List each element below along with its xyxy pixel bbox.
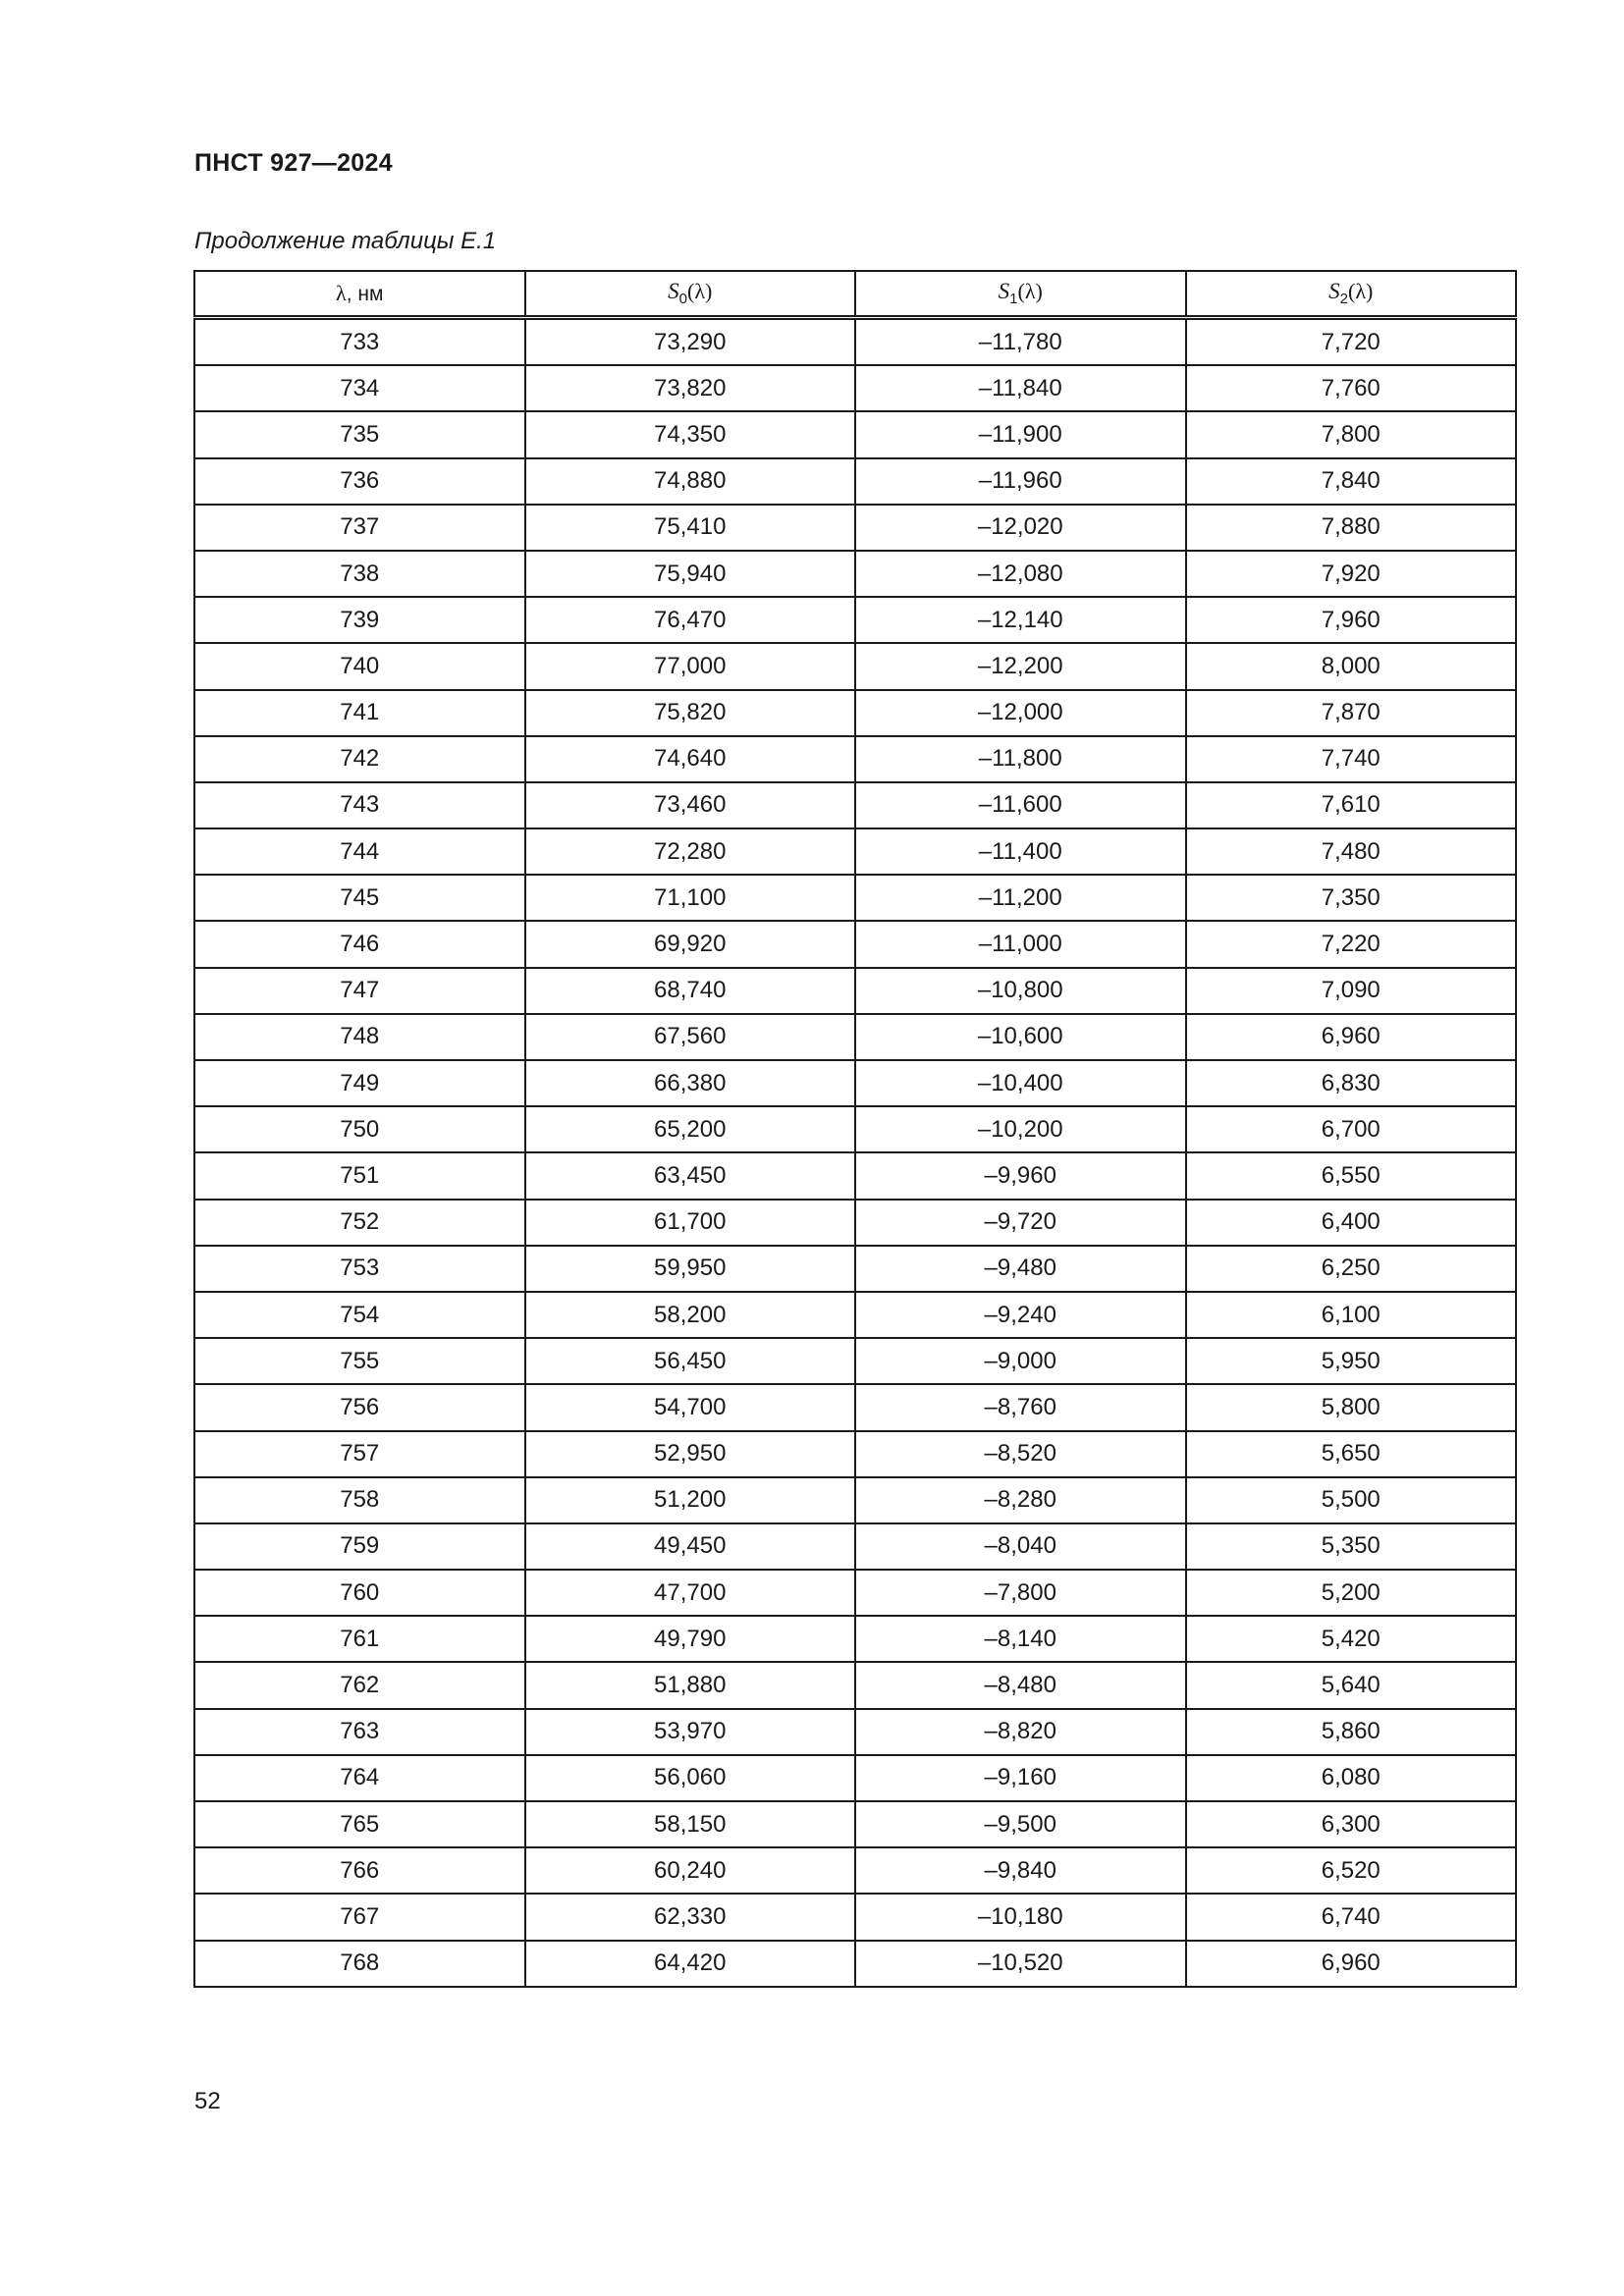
cell-wavelength: 739 [194,597,525,643]
cell-s0: 77,000 [525,643,856,689]
cell-s1: –8,520 [855,1431,1186,1477]
table-row [194,1200,1516,1246]
page-number: 52 [194,2088,221,2114]
cell-s1: –11,780 [855,318,1186,366]
cell-wavelength: 734 [194,365,525,411]
table-body [194,318,1516,1987]
cell-s0: 51,200 [525,1477,856,1523]
cell-s2: 6,550 [1186,1152,1517,1199]
column-header-s0: $S_0(\lambda)$ [525,271,856,318]
table-row [194,1152,1516,1199]
cell-s0: 73,820 [525,365,856,411]
cell-s0: 71,100 [525,875,856,921]
cell-s2: 6,960 [1186,1941,1517,1987]
document-code: ПНСТ 927—2024 [194,149,393,177]
cell-s1: –10,200 [855,1106,1186,1152]
cell-s2: 7,760 [1186,365,1517,411]
cell-wavelength: 744 [194,828,525,875]
table-row [194,736,1516,782]
cell-s2: 7,480 [1186,828,1517,875]
cell-s2: 6,830 [1186,1060,1517,1106]
cell-s1: –11,960 [855,458,1186,505]
cell-wavelength: 767 [194,1894,525,1940]
cell-s0: 76,470 [525,597,856,643]
cell-s1: –10,180 [855,1894,1186,1940]
cell-s2: 6,300 [1186,1801,1517,1847]
table-header-row [194,271,1516,318]
cell-s2: 7,220 [1186,921,1517,967]
table-row [194,1014,1516,1060]
spectral-table [193,270,1517,1988]
cell-wavelength: 748 [194,1014,525,1060]
cell-s0: 75,820 [525,690,856,736]
cell-wavelength: 756 [194,1384,525,1430]
cell-s2: 6,250 [1186,1246,1517,1292]
cell-s1: –9,160 [855,1755,1186,1801]
cell-s1: –11,400 [855,828,1186,875]
cell-s1: –9,840 [855,1847,1186,1894]
cell-wavelength: 764 [194,1755,525,1801]
table-row [194,458,1516,505]
table-row [194,690,1516,736]
cell-s2: 7,920 [1186,551,1517,597]
cell-s0: 75,940 [525,551,856,597]
cell-s2: 5,860 [1186,1709,1517,1755]
table-row [194,1801,1516,1847]
cell-wavelength: 741 [194,690,525,736]
cell-s0: 51,880 [525,1662,856,1708]
cell-s0: 67,560 [525,1014,856,1060]
cell-s2: 5,420 [1186,1616,1517,1662]
cell-s0: 54,700 [525,1384,856,1430]
cell-s1: –8,140 [855,1616,1186,1662]
cell-s2: 5,200 [1186,1570,1517,1616]
cell-wavelength: 738 [194,551,525,597]
cell-s2: 7,960 [1186,597,1517,643]
cell-wavelength: 737 [194,505,525,551]
table-row [194,921,1516,967]
table-row [194,1431,1516,1477]
table-row [194,643,1516,689]
cell-s0: 75,410 [525,505,856,551]
table-row [194,1570,1516,1616]
cell-s0: 58,200 [525,1292,856,1338]
cell-s1: –11,900 [855,411,1186,457]
cell-wavelength: 749 [194,1060,525,1106]
cell-s0: 64,420 [525,1941,856,1987]
cell-s1: –8,480 [855,1662,1186,1708]
cell-s2: 7,720 [1186,318,1517,366]
cell-wavelength: 757 [194,1431,525,1477]
table-row [194,1338,1516,1384]
cell-wavelength: 750 [194,1106,525,1152]
cell-s1: –10,520 [855,1941,1186,1987]
table-row [194,1847,1516,1894]
cell-s1: –9,960 [855,1152,1186,1199]
cell-s0: 68,740 [525,968,856,1014]
cell-wavelength: 733 [194,318,525,366]
cell-s0: 62,330 [525,1894,856,1940]
cell-s1: –10,600 [855,1014,1186,1060]
cell-wavelength: 743 [194,782,525,828]
cell-s1: –11,840 [855,365,1186,411]
cell-wavelength: 762 [194,1662,525,1708]
cell-s1: –8,820 [855,1709,1186,1755]
cell-wavelength: 742 [194,736,525,782]
cell-s1: –12,140 [855,597,1186,643]
cell-s0: 58,150 [525,1801,856,1847]
cell-s0: 66,380 [525,1060,856,1106]
cell-s0: 56,060 [525,1755,856,1801]
cell-wavelength: 766 [194,1847,525,1894]
cell-s0: 69,920 [525,921,856,967]
cell-s2: 5,800 [1186,1384,1517,1430]
cell-s1: –10,400 [855,1060,1186,1106]
cell-s0: 63,450 [525,1152,856,1199]
cell-s1: –12,000 [855,690,1186,736]
cell-s1: –11,000 [855,921,1186,967]
cell-s0: 52,950 [525,1431,856,1477]
cell-s2: 7,870 [1186,690,1517,736]
cell-s1: –12,200 [855,643,1186,689]
cell-wavelength: 745 [194,875,525,921]
column-header-s1: $S_1(\lambda)$ [855,271,1186,318]
cell-wavelength: 747 [194,968,525,1014]
table-row [194,1523,1516,1570]
table-row [194,365,1516,411]
cell-s0: 65,200 [525,1106,856,1152]
cell-wavelength: 746 [194,921,525,967]
cell-wavelength: 735 [194,411,525,457]
cell-s0: 72,280 [525,828,856,875]
cell-wavelength: 752 [194,1200,525,1246]
table-row [194,1894,1516,1940]
cell-s2: 5,950 [1186,1338,1517,1384]
cell-s2: 7,800 [1186,411,1517,457]
cell-s2: 7,350 [1186,875,1517,921]
cell-s0: 74,640 [525,736,856,782]
table-row [194,1941,1516,1987]
cell-s1: –12,080 [855,551,1186,597]
cell-wavelength: 755 [194,1338,525,1384]
cell-s1: –7,800 [855,1570,1186,1616]
table-caption: Продолжение таблицы Е.1 [194,228,497,254]
table-row [194,597,1516,643]
table-row [194,1755,1516,1801]
cell-s2: 8,000 [1186,643,1517,689]
cell-wavelength: 768 [194,1941,525,1987]
cell-s0: 74,880 [525,458,856,505]
cell-s2: 5,650 [1186,1431,1517,1477]
cell-s0: 49,450 [525,1523,856,1570]
table-row [194,1709,1516,1755]
cell-s1: –11,800 [855,736,1186,782]
cell-s2: 6,080 [1186,1755,1517,1801]
cell-s1: –8,040 [855,1523,1186,1570]
table-row [194,968,1516,1014]
table-row [194,1246,1516,1292]
cell-s2: 6,960 [1186,1014,1517,1060]
cell-s2: 7,880 [1186,505,1517,551]
cell-s1: –8,280 [855,1477,1186,1523]
cell-s0: 60,240 [525,1847,856,1894]
table-row [194,551,1516,597]
cell-s1: –8,760 [855,1384,1186,1430]
cell-s1: –10,800 [855,968,1186,1014]
cell-s0: 59,950 [525,1246,856,1292]
table-row [194,1662,1516,1708]
cell-wavelength: 763 [194,1709,525,1755]
cell-s2: 6,520 [1186,1847,1517,1894]
cell-s2: 7,840 [1186,458,1517,505]
cell-wavelength: 760 [194,1570,525,1616]
cell-s1: –9,720 [855,1200,1186,1246]
cell-s1: –11,200 [855,875,1186,921]
cell-s2: 7,090 [1186,968,1517,1014]
column-header-s2: $S_2(\lambda)$ [1186,271,1517,318]
table-row [194,1292,1516,1338]
table-row [194,1384,1516,1430]
cell-s0: 73,290 [525,318,856,366]
cell-s1: –9,240 [855,1292,1186,1338]
cell-s0: 49,790 [525,1616,856,1662]
table-row [194,411,1516,457]
cell-s1: –9,000 [855,1338,1186,1384]
cell-s2: 5,350 [1186,1523,1517,1570]
cell-wavelength: 736 [194,458,525,505]
cell-s2: 7,740 [1186,736,1517,782]
cell-s0: 53,970 [525,1709,856,1755]
cell-s1: –12,020 [855,505,1186,551]
cell-s2: 6,400 [1186,1200,1517,1246]
table-row [194,505,1516,551]
table-row [194,828,1516,875]
cell-wavelength: 765 [194,1801,525,1847]
cell-s2: 5,500 [1186,1477,1517,1523]
cell-s1: –11,600 [855,782,1186,828]
cell-wavelength: 754 [194,1292,525,1338]
cell-s2: 6,700 [1186,1106,1517,1152]
table-row [194,1106,1516,1152]
cell-s2: 6,740 [1186,1894,1517,1940]
cell-wavelength: 740 [194,643,525,689]
cell-s2: 5,640 [1186,1662,1517,1708]
cell-s0: 74,350 [525,411,856,457]
table-row [194,782,1516,828]
cell-wavelength: 758 [194,1477,525,1523]
cell-s1: –9,500 [855,1801,1186,1847]
cell-s0: 73,460 [525,782,856,828]
cell-wavelength: 751 [194,1152,525,1199]
column-header-wavelength: λ, нм [194,271,525,318]
cell-wavelength: 753 [194,1246,525,1292]
cell-s2: 6,100 [1186,1292,1517,1338]
cell-wavelength: 761 [194,1616,525,1662]
cell-s1: –9,480 [855,1246,1186,1292]
table-row [194,1616,1516,1662]
cell-s0: 56,450 [525,1338,856,1384]
table-row [194,318,1516,366]
cell-s2: 7,610 [1186,782,1517,828]
cell-s0: 47,700 [525,1570,856,1616]
table-row [194,875,1516,921]
cell-s0: 61,700 [525,1200,856,1246]
table-row [194,1060,1516,1106]
table-row [194,1477,1516,1523]
cell-wavelength: 759 [194,1523,525,1570]
